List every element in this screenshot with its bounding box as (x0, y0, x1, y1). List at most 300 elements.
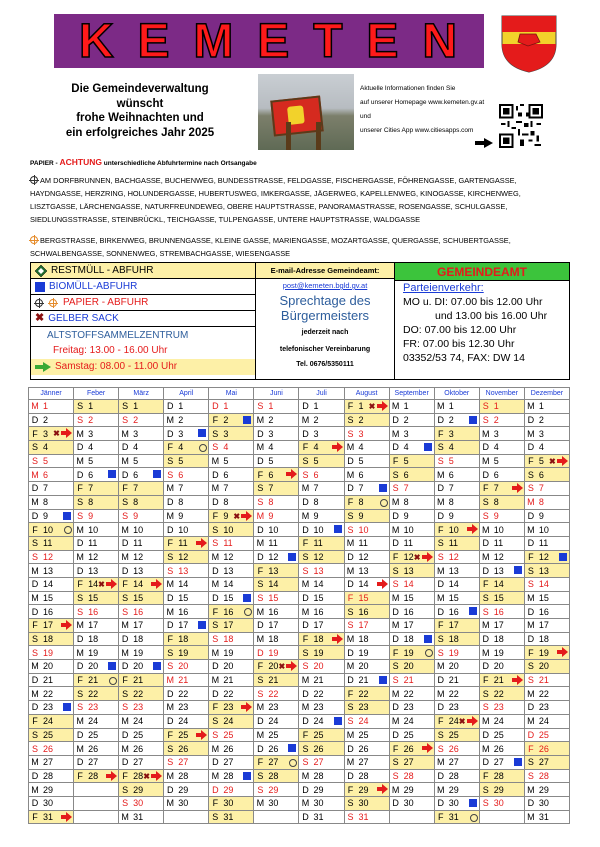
calendar-cell (74, 536, 119, 550)
day-number: 9 (538, 510, 544, 521)
weekday-letter: S (31, 729, 38, 740)
weekday-letter: S (392, 661, 399, 672)
weekday-letter: S (527, 579, 534, 590)
weekday-letter: S (122, 784, 129, 795)
calendar-row (29, 536, 570, 550)
calendar-cell (29, 605, 74, 619)
qr-code-icon[interactable] (499, 104, 543, 148)
day-number: 1 (43, 401, 49, 412)
day-number: 13 (133, 565, 144, 576)
red-arrow-icon (106, 772, 117, 781)
red-arrow-icon (422, 744, 433, 753)
day-cell (480, 468, 524, 481)
day-cell (390, 783, 434, 796)
calendar-cell (29, 427, 74, 441)
day-number: 14 (493, 579, 504, 590)
day-cell (345, 701, 389, 714)
day-cell (390, 770, 434, 783)
day-number: 12 (88, 551, 99, 562)
day-number: 8 (313, 497, 319, 508)
email-link[interactable]: post@kemeten.bgld.gv.at (282, 281, 368, 290)
day-number: 2 (223, 415, 229, 426)
day-cell (29, 551, 73, 564)
weekday-letter: F (257, 661, 264, 672)
weekday-letter: M (527, 428, 535, 439)
month-header: April (164, 388, 209, 400)
weekday-letter: S (437, 743, 444, 754)
day-number: 23 (133, 702, 144, 713)
day-number: 5 (43, 456, 49, 467)
calendar-cell (74, 728, 119, 742)
calendar-cell (524, 564, 569, 578)
weekday-letter: S (122, 702, 129, 713)
calendar-cell (29, 701, 74, 715)
day-cell (119, 783, 163, 796)
day-number: 27 (268, 757, 279, 768)
calendar-cell (119, 564, 164, 578)
day-cell (29, 414, 73, 427)
weekday-letter: S (257, 675, 264, 686)
calendar-cell (209, 632, 254, 646)
weekday-letter: D (212, 592, 219, 603)
day-number: 14 (538, 579, 549, 590)
day-cell (29, 482, 73, 495)
month-header: September (389, 388, 434, 400)
day-number: 3 (493, 428, 499, 439)
day-number: 6 (178, 469, 184, 480)
day-cell (390, 523, 434, 536)
day-number: 26 (43, 743, 54, 754)
day-number: 5 (358, 456, 364, 467)
weekday-letter: F (212, 415, 219, 426)
day-number: 10 (43, 524, 54, 535)
day-cell (345, 797, 389, 810)
red-arrow-icon (467, 717, 478, 726)
day-cell (209, 441, 253, 454)
day-cell (345, 633, 389, 646)
calendar-cell (344, 632, 389, 646)
day-number: 28 (538, 770, 549, 781)
weekday-letter: D (31, 415, 39, 426)
day-number: 22 (403, 688, 414, 699)
day-number: 18 (403, 634, 414, 645)
day-cell (74, 674, 118, 687)
calendar-cell (119, 646, 164, 660)
calendar-cell (524, 468, 569, 482)
day-number: 8 (223, 497, 229, 508)
day-number: 17 (268, 620, 279, 631)
day-cell (254, 523, 298, 536)
day-cell (525, 537, 569, 550)
day-cell (345, 414, 389, 427)
day-number: 8 (358, 497, 364, 508)
day-number: 21 (313, 675, 324, 686)
day-cell (299, 646, 343, 659)
legend-restmuell-label: RESTMÜLL - ABFUHR (51, 265, 154, 276)
street-heading-achtung: ACHTUNG (59, 157, 102, 167)
day-cell (164, 770, 208, 783)
calendar-cell (524, 619, 569, 633)
calendar-cell (479, 701, 524, 715)
day-cell (435, 482, 479, 495)
day-cell (525, 551, 569, 564)
calendar-cell (209, 742, 254, 756)
calendar-cell (119, 550, 164, 564)
calendar-row (29, 701, 570, 715)
calendar-cell (209, 701, 254, 715)
month-header: Mai (209, 388, 254, 400)
day-cell (390, 510, 434, 523)
day-number: 23 (43, 702, 54, 713)
day-cell (74, 646, 118, 659)
calendar-cell (209, 523, 254, 537)
weekday-letter: D (212, 469, 219, 480)
day-number: 25 (178, 729, 189, 740)
weekday-letter: S (392, 770, 399, 781)
day-cell (29, 797, 73, 810)
day-number: 3 (538, 428, 544, 439)
calendar-cell (29, 783, 74, 797)
calendar-cell (479, 400, 524, 414)
weekday-letter: S (77, 592, 84, 603)
day-cell (525, 770, 569, 783)
day-number: 17 (358, 620, 369, 631)
day-cell (74, 742, 118, 755)
day-cell (345, 619, 389, 632)
calendar-cell (29, 742, 74, 756)
weekday-letter: M (346, 634, 355, 645)
calendar-cell (344, 660, 389, 674)
calendar-cell (479, 577, 524, 591)
day-number: 20 (133, 661, 144, 672)
month-header: November (479, 388, 524, 400)
day-cell (254, 687, 298, 700)
day-cell (254, 414, 298, 427)
calendar-cell (164, 591, 209, 605)
day-number: 25 (268, 729, 279, 740)
calendar-cell (434, 687, 479, 701)
calendar-cell (299, 619, 344, 633)
weekday-letter: S (167, 469, 174, 480)
month-header: Juni (254, 388, 299, 400)
calendar-cell (524, 495, 569, 509)
day-cell (209, 633, 253, 646)
calendar-cell (299, 687, 344, 701)
blue-square-icon (334, 525, 342, 533)
weekday-letter: S (302, 661, 309, 672)
day-cell (480, 660, 524, 673)
day-cell (345, 523, 389, 536)
day-number: 4 (538, 442, 544, 453)
calendar-cell (344, 796, 389, 810)
day-cell (29, 687, 73, 700)
day-number: 7 (493, 483, 499, 494)
day-number: 14 (313, 579, 324, 590)
calendar-row (29, 796, 570, 810)
weekday-letter: D (31, 770, 39, 781)
day-cell (390, 633, 434, 646)
day-number: 5 (133, 456, 139, 467)
calendar-cell (299, 427, 344, 441)
weekday-letter: S (347, 524, 354, 535)
weekday-letter: D (302, 592, 309, 603)
day-cell (390, 455, 434, 468)
weekday-letter: M (256, 729, 265, 740)
weekday-letter: D (347, 770, 354, 781)
weekday-letter: D (347, 647, 354, 658)
weekday-letter: D (527, 510, 535, 521)
day-number: 24 (43, 716, 54, 727)
calendar-cell (119, 400, 164, 414)
day-cell (345, 455, 389, 468)
day-cell (435, 523, 479, 536)
weekday-letter: D (527, 798, 535, 809)
weekday-letter: S (122, 497, 129, 508)
weekday-letter: M (436, 565, 445, 576)
weekday-letter: S (347, 428, 354, 439)
weekday-letter: M (31, 784, 39, 795)
weekday-letter: D (437, 798, 444, 809)
day-cell (435, 729, 479, 742)
day-number: 13 (178, 565, 189, 576)
day-cell (164, 605, 208, 618)
legend-samstag-label: Samstag: 08.00 - 11.00 Uhr (55, 361, 178, 372)
weekday-letter: D (482, 538, 490, 549)
calendar-cell (74, 509, 119, 523)
day-cell (435, 619, 479, 632)
weekday-letter: D (31, 702, 39, 713)
day-cell (164, 468, 208, 481)
day-cell (164, 633, 208, 646)
day-number: 5 (268, 456, 274, 467)
day-number: 15 (223, 592, 234, 603)
calendar-cell (479, 783, 524, 797)
day-cell (435, 427, 479, 440)
day-cell (480, 523, 524, 536)
weekday-letter: S (302, 456, 309, 467)
month-header: Feber (74, 388, 119, 400)
calendar-cell (209, 454, 254, 468)
day-cell (209, 701, 253, 714)
day-cell (480, 701, 524, 714)
day-number: 6 (538, 469, 544, 480)
weekday-letter: D (257, 524, 264, 535)
day-cell (525, 729, 569, 742)
weekday-letter: D (257, 647, 264, 658)
day-cell (164, 674, 208, 687)
day-cell (525, 414, 569, 427)
day-number: 13 (313, 565, 324, 576)
weekday-letter: D (257, 716, 264, 727)
calendar-cell (434, 468, 479, 482)
calendar-cell (254, 468, 299, 482)
day-cell (164, 687, 208, 700)
day-number: 30 (43, 798, 54, 809)
calendar-cell (254, 523, 299, 537)
calendar-cell (299, 810, 344, 824)
day-number: 9 (403, 510, 409, 521)
calendar-cell (74, 468, 119, 482)
weekday-letter: M (346, 757, 355, 768)
weekday-letter: S (167, 743, 174, 754)
day-number: 21 (403, 675, 414, 686)
weekday-letter: F (302, 442, 309, 453)
day-cell (345, 496, 389, 509)
calendar-cell (524, 454, 569, 468)
calendar-cell (389, 632, 434, 646)
day-number: 5 (448, 456, 454, 467)
blue-square-icon (469, 799, 477, 807)
calendar-cell (299, 769, 344, 783)
day-number: 18 (358, 634, 369, 645)
day-cell (390, 496, 434, 509)
calendar-cell (389, 673, 434, 687)
calendar-cell (74, 441, 119, 455)
day-number: 26 (493, 743, 504, 754)
day-number: 13 (268, 565, 279, 576)
day-number: 18 (88, 634, 99, 645)
day-number: 6 (448, 469, 454, 480)
calendar-cell (389, 714, 434, 728)
calendar-cell (29, 591, 74, 605)
weekday-letter: M (31, 661, 39, 672)
blue-square-icon (153, 662, 161, 670)
day-cell (480, 687, 524, 700)
weekday-letter: M (256, 798, 265, 809)
cross-circle-icon (380, 499, 388, 507)
red-arrow-icon (332, 443, 343, 452)
day-number: 5 (88, 456, 94, 467)
weekday-letter: M (256, 702, 265, 713)
weekday-letter: M (76, 743, 84, 754)
weekday-letter: F (392, 456, 399, 467)
day-cell (480, 551, 524, 564)
day-number: 18 (538, 634, 549, 645)
weekday-letter: S (257, 688, 264, 699)
calendar-cell (434, 577, 479, 591)
day-number: 7 (88, 483, 94, 494)
day-cell (119, 701, 163, 714)
day-cell (390, 715, 434, 728)
day-cell (390, 729, 434, 742)
day-number: 6 (223, 469, 229, 480)
calendar-cell (209, 796, 254, 810)
weekday-letter: M (256, 415, 265, 426)
calendar-cell (434, 523, 479, 537)
day-cell (480, 537, 524, 550)
calendar-cell (164, 454, 209, 468)
weekday-letter: F (212, 510, 219, 521)
day-number: 11 (403, 538, 413, 549)
calendar-cell (74, 577, 119, 591)
weekday-letter: M (527, 524, 535, 535)
calendar-cell (434, 564, 479, 578)
day-number: 23 (538, 702, 549, 713)
calendar-cell (29, 509, 74, 523)
calendar-cell (479, 454, 524, 468)
calendar-cell (479, 796, 524, 810)
day-cell (164, 551, 208, 564)
day-number: 28 (313, 770, 324, 781)
day-cell (209, 811, 253, 824)
greeting-line: ein erfolgreiches Jahr 2025 (65, 126, 215, 139)
day-number: 20 (88, 661, 99, 672)
day-cell (299, 797, 343, 810)
calendar-cell (524, 536, 569, 550)
day-number: 10 (448, 524, 459, 535)
calendar-cell (74, 413, 119, 427)
day-cell (209, 674, 253, 687)
calendar-cell (29, 536, 74, 550)
day-number: 1 (358, 401, 364, 412)
calendar-cell (434, 755, 479, 769)
day-number: 27 (493, 757, 504, 768)
weekday-letter: M (391, 620, 400, 631)
calendar-cell (254, 660, 299, 674)
day-number: 6 (313, 469, 319, 480)
day-number: 12 (223, 551, 234, 562)
day-number: 31 (358, 811, 369, 822)
weekday-letter: S (437, 634, 444, 645)
day-number: 28 (403, 770, 414, 781)
day-number: 27 (358, 757, 369, 768)
day-cell (29, 729, 73, 742)
weekday-letter: D (437, 510, 444, 521)
calendar-cell (434, 441, 479, 455)
calendar-cell (119, 714, 164, 728)
day-number: 29 (493, 784, 504, 795)
day-cell (525, 701, 569, 714)
calendar-cell (209, 577, 254, 591)
day-cell (345, 674, 389, 687)
calendar-cell (119, 755, 164, 769)
day-cell (390, 592, 434, 605)
day-cell (74, 551, 118, 564)
weekday-letter: D (347, 483, 354, 494)
day-cell (209, 729, 253, 742)
day-number: 19 (538, 647, 549, 658)
calendar-cell (254, 564, 299, 578)
blue-square-icon (243, 416, 251, 424)
weekday-letter: S (437, 442, 444, 453)
calendar-row (29, 468, 570, 482)
calendar-cell (344, 687, 389, 701)
day-number: 14 (223, 579, 234, 590)
calendar-cell (29, 413, 74, 427)
day-cell (164, 537, 208, 550)
day-number: 1 (133, 401, 139, 412)
month-header: Dezember (524, 388, 569, 400)
weekday-letter: F (32, 811, 38, 822)
day-number: 17 (88, 620, 99, 631)
weekday-letter: M (211, 456, 220, 467)
weekday-letter: S (482, 510, 489, 521)
red-arrow-icon (151, 580, 162, 589)
day-number: 11 (43, 538, 53, 549)
calendar-table (28, 387, 570, 824)
weekday-letter: D (482, 469, 490, 480)
blue-square-icon (514, 758, 522, 766)
weekday-letter: M (211, 675, 220, 686)
day-number: 13 (493, 565, 504, 576)
day-cell (209, 715, 253, 728)
day-number: 1 (88, 401, 94, 412)
calendar-cell (389, 796, 434, 810)
weekday-letter: F (347, 401, 354, 412)
weekday-letter: F (212, 798, 219, 809)
calendar-cell (524, 673, 569, 687)
weekday-letter: D (121, 442, 129, 453)
